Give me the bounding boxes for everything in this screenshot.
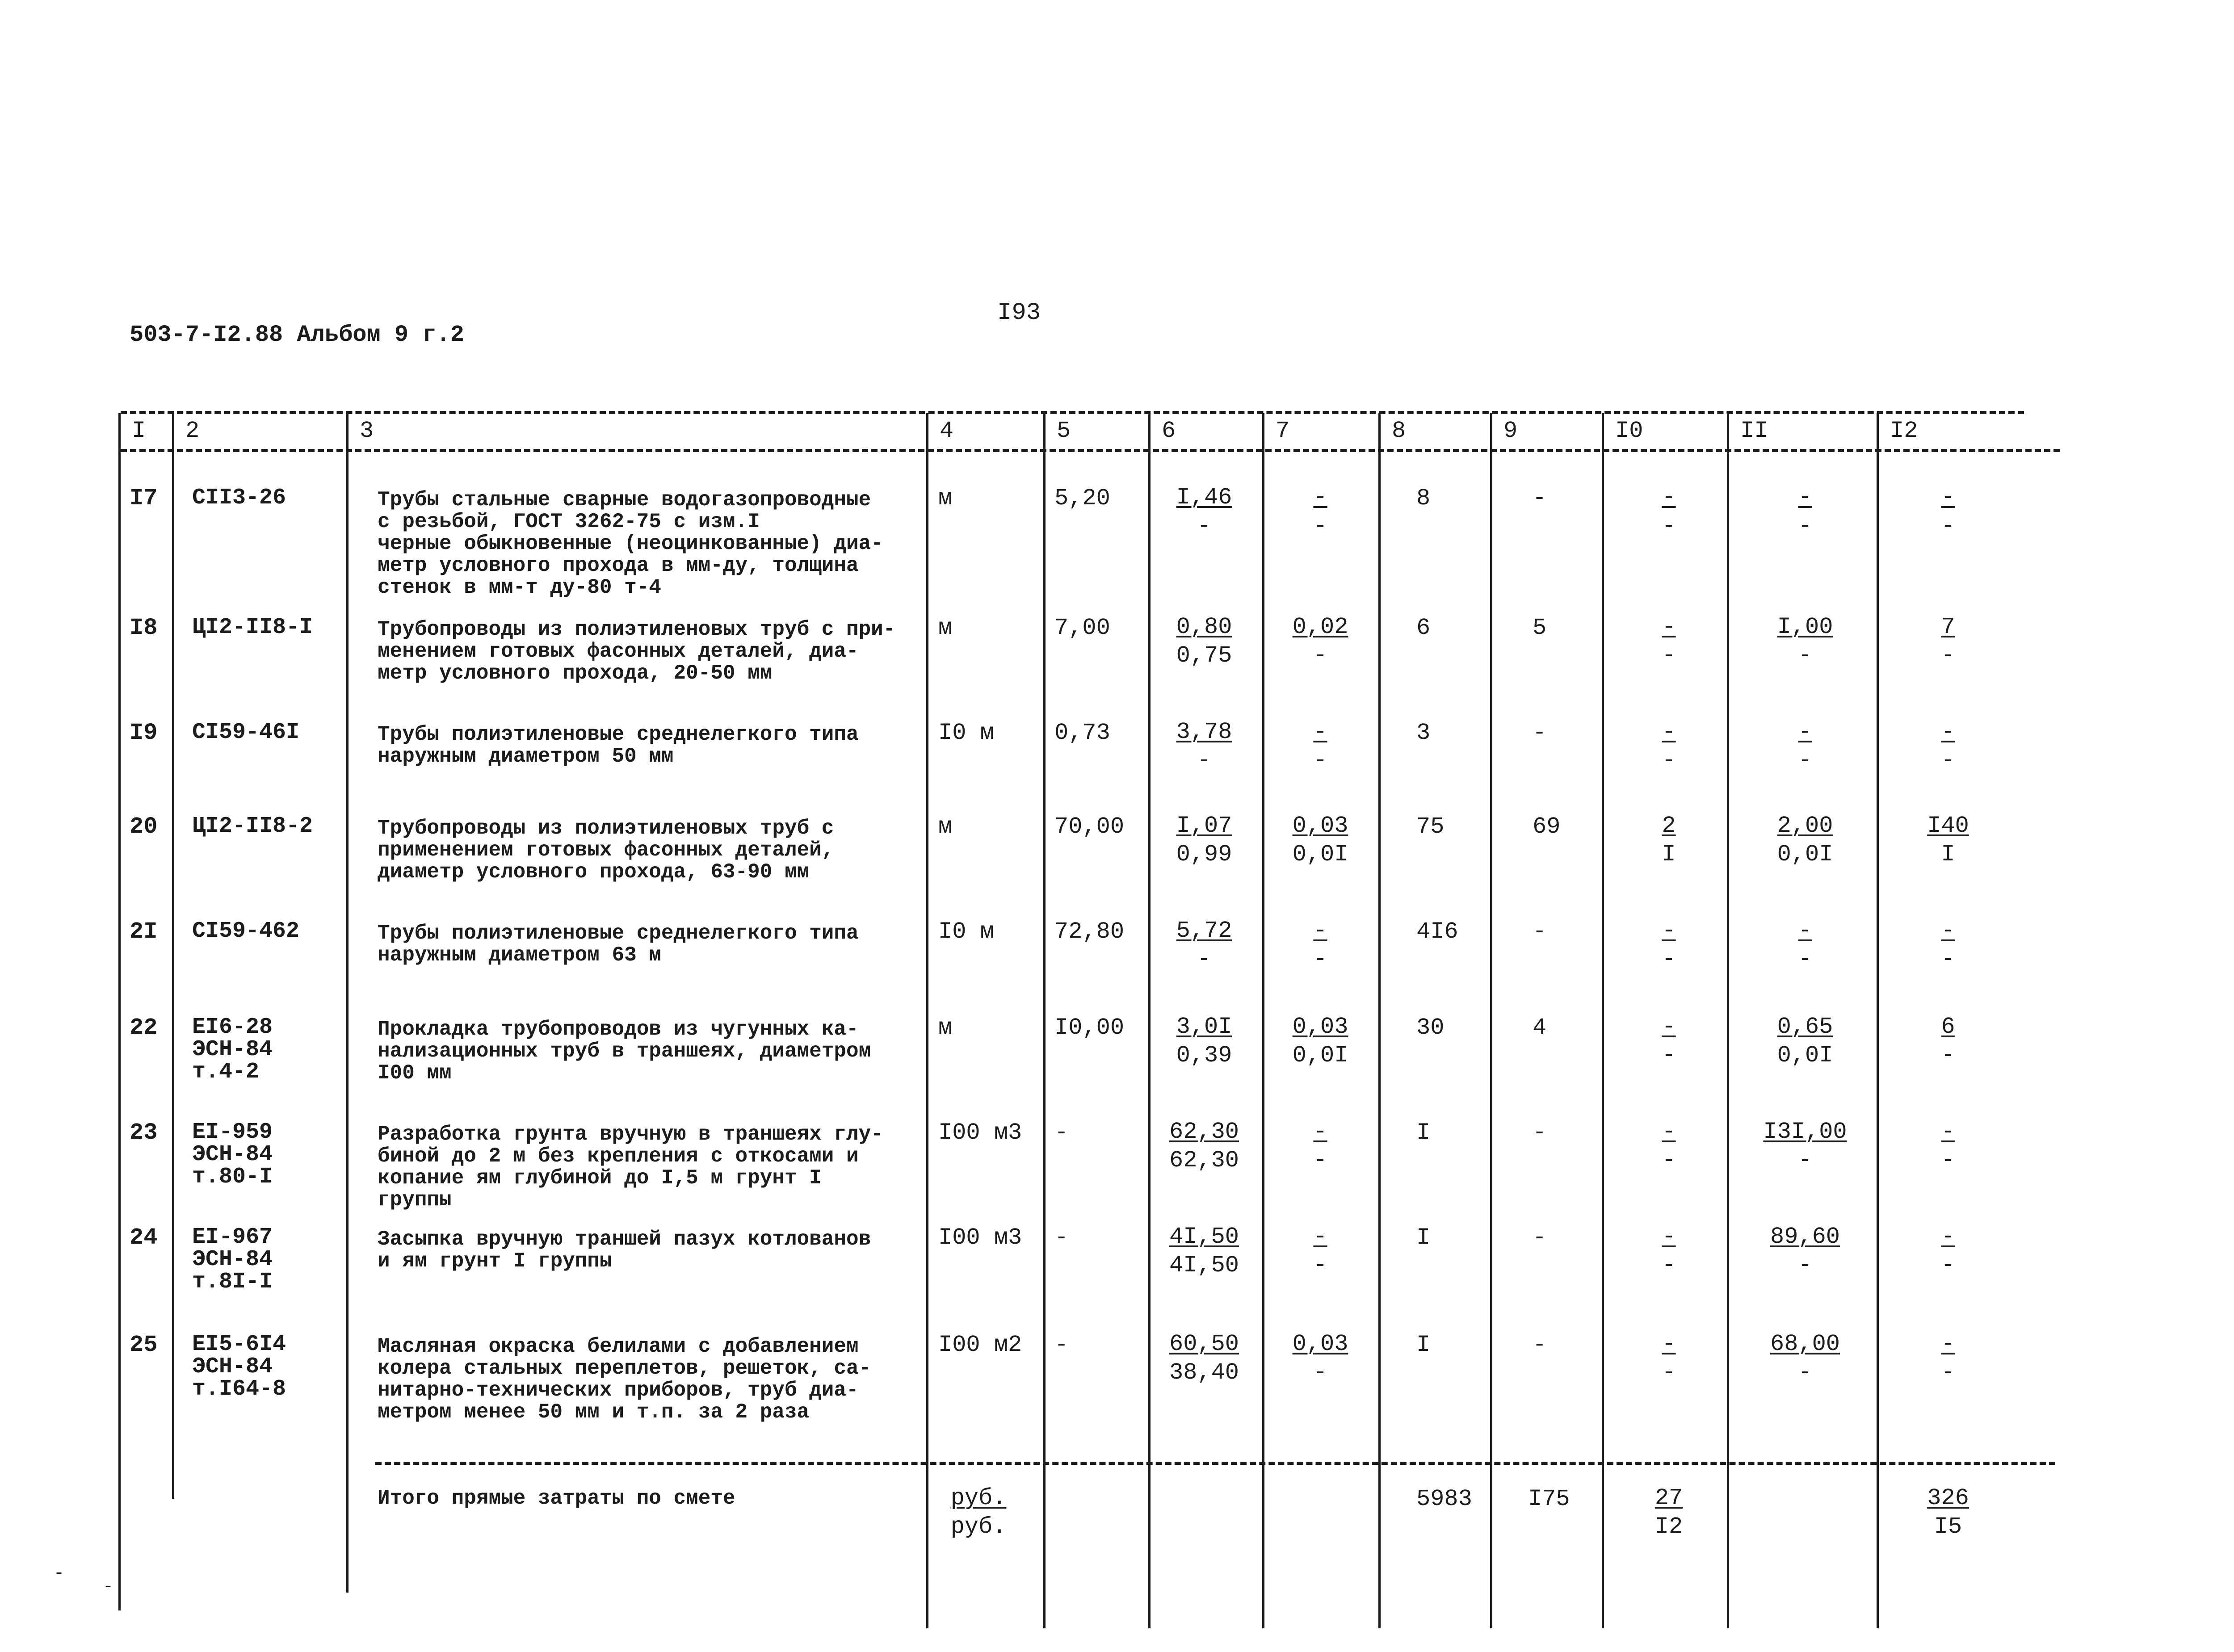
col11-value-bottom: -: [1798, 1359, 1812, 1386]
col6-value: [1151, 483, 1258, 541]
row-number: 20: [130, 813, 158, 840]
col11-value: [1734, 812, 1877, 869]
estimate-code: EI5-6I4 ЭСН-84 т.I64-8: [192, 1332, 286, 1402]
vline-col10: [1602, 413, 1604, 1628]
col6-value-top: I,07: [1176, 813, 1232, 839]
total-col9: I75: [1528, 1486, 1570, 1512]
col9-value: -: [1533, 720, 1547, 746]
estimate-code: ЦI2-II8-I: [192, 615, 313, 640]
column-header-5: 5: [1057, 418, 1071, 444]
col12-value-top: -: [1941, 1331, 1955, 1357]
col10-value-bottom: -: [1662, 642, 1676, 669]
quantity: I0,00: [1054, 1015, 1125, 1041]
col11-value-top: 2,00: [1777, 813, 1833, 839]
total-col10: [1608, 1484, 1729, 1541]
col10-value-bottom: -: [1662, 747, 1676, 774]
column-header-4: 4: [940, 418, 954, 444]
col7-value: [1264, 483, 1376, 541]
total-col10-top: 27: [1655, 1485, 1683, 1511]
col9-value: -: [1533, 1120, 1547, 1146]
quantity: -: [1054, 1120, 1069, 1146]
row-number: I9: [130, 720, 158, 746]
row-number: 22: [130, 1015, 158, 1041]
col12-value-top: -: [1941, 1119, 1955, 1145]
col9-value: -: [1533, 485, 1547, 512]
col10-value: [1608, 812, 1729, 869]
total-col12-top: 326: [1927, 1485, 1969, 1511]
column-header-1: I: [132, 418, 146, 444]
col7-value: [1264, 718, 1376, 775]
col11-value-bottom: 0,0I: [1777, 1042, 1833, 1069]
col6-value-top: I,46: [1176, 484, 1232, 511]
col12-value: [1881, 812, 2015, 869]
col6-value-top: 4I,50: [1169, 1224, 1239, 1250]
work-description: Трубы стальные сварные водогазопроводные с резьбой, ГОСТ 3262-75 с изм.I черные обыкновенные (неоцинкованные) диа- метр условного прохода в мм-ду, толщина стенок в мм-т ду-80 т-4: [378, 488, 883, 599]
col8-value: 75: [1416, 813, 1445, 840]
vline-col4: [926, 413, 928, 1628]
col10-value-top: -: [1662, 484, 1676, 511]
col12-value: [1881, 1118, 2015, 1175]
col9-value: 69: [1533, 813, 1561, 840]
col10-value-top: -: [1662, 1224, 1676, 1250]
work-description: Трубопроводы из полиэтиленовых труб с при- менением готовых фасонных деталей, диа- метр условного прохода, 20-50 мм: [378, 618, 896, 685]
col11-value-top: -: [1798, 719, 1812, 745]
col10-value: [1608, 483, 1729, 541]
total-col12-bottom: I5: [1934, 1514, 1962, 1540]
total-label: Итого прямые затраты по смете: [378, 1487, 735, 1510]
col7-value: [1264, 1118, 1376, 1175]
col6-value: [1151, 1118, 1258, 1175]
row-number: I8: [130, 615, 158, 641]
col9-value: -: [1533, 1332, 1547, 1358]
work-description: Трубопроводы из полиэтиленовых труб с применением готовых фасонных деталей, диаметр условного прохода, 63-90 мм: [378, 817, 834, 884]
col11-value-top: -: [1798, 484, 1812, 511]
col7-value: [1264, 1223, 1376, 1280]
col12-value-bottom: -: [1941, 1147, 1955, 1174]
col7-value: [1264, 1013, 1376, 1070]
col7-value-top: 0,03: [1292, 1331, 1348, 1357]
col10-value-top: -: [1662, 719, 1676, 745]
col12-value: [1881, 483, 2015, 541]
col12-value-bottom: -: [1941, 513, 1955, 539]
col7-value-bottom: 0,0I: [1292, 1042, 1348, 1069]
quantity: 5,20: [1054, 485, 1110, 512]
col6-value-bottom: 0,39: [1176, 1042, 1232, 1069]
col7-value-top: -: [1313, 484, 1327, 511]
quantity: 0,73: [1054, 720, 1110, 746]
col11-value-top: 0,65: [1777, 1014, 1833, 1040]
col11-value: [1734, 613, 1877, 670]
col12-value-bottom: -: [1941, 1359, 1955, 1386]
col12-value: [1881, 1013, 2015, 1070]
col7-value-top: -: [1313, 1224, 1327, 1250]
col7-value-bottom: -: [1313, 513, 1327, 539]
col9-value: 5: [1533, 615, 1547, 641]
col7-value-top: -: [1313, 719, 1327, 745]
col7-value-bottom: -: [1313, 747, 1327, 774]
col7-value: [1264, 917, 1376, 974]
col12-value-top: -: [1941, 918, 1955, 944]
col12-value-bottom: -: [1941, 747, 1955, 774]
col8-value: 3: [1416, 720, 1431, 746]
col11-value: [1734, 1223, 1877, 1280]
margin-mark-2: -: [103, 1577, 114, 1597]
column-header-7: 7: [1276, 418, 1290, 444]
col12-value-bottom: -: [1941, 642, 1955, 669]
col6-value-top: 5,72: [1176, 918, 1232, 944]
work-description: Масляная окраска белилами с добавлением колера стальных переплетов, решеток, са- нитарно-технических приборов, труб диа- метром менее 50 мм и т.п. за 2 раза: [378, 1335, 871, 1424]
col6-value: [1151, 917, 1258, 974]
total-col8: 5983: [1416, 1486, 1472, 1512]
column-header-11: II: [1740, 418, 1768, 444]
col7-value: [1264, 812, 1376, 869]
col8-value: I: [1416, 1224, 1431, 1251]
estimate-code: ЦI2-II8-2: [192, 813, 313, 839]
work-description: Трубы полиэтиленовые среднелегкого типа наружным диаметром 63 м: [378, 922, 859, 967]
col11-value-top: I,00: [1777, 614, 1833, 640]
col7-value-top: -: [1313, 918, 1327, 944]
col7-value-top: 0,03: [1292, 813, 1348, 839]
col11-value-bottom: -: [1798, 1147, 1812, 1174]
col11-value-bottom: -: [1798, 1252, 1812, 1279]
vline-col12: [1877, 413, 1879, 1628]
col6-value-bottom: -: [1197, 747, 1211, 774]
estimate-code: CII3-26: [192, 485, 286, 511]
work-description: Прокладка трубопроводов из чугунных ка- нализационных труб в траншеях, диаметром I00 мм: [378, 1018, 871, 1085]
total-col10-bottom: I2: [1655, 1514, 1683, 1540]
col10-value-bottom: -: [1662, 513, 1676, 539]
col11-value-bottom: -: [1798, 513, 1812, 539]
col11-value: [1734, 1330, 1877, 1387]
column-header-10: I0: [1615, 418, 1643, 444]
col9-value: -: [1533, 1224, 1547, 1251]
col12-value-top: 7: [1941, 614, 1955, 640]
col11-value-bottom: -: [1798, 747, 1812, 774]
row-number: I7: [130, 485, 158, 512]
unit: м: [938, 813, 953, 840]
col11-value-top: 89,60: [1770, 1224, 1840, 1250]
col12-value-top: -: [1941, 719, 1955, 745]
col10-value-top: -: [1662, 1014, 1676, 1040]
column-header-6: 6: [1162, 418, 1176, 444]
col6-value: [1151, 718, 1258, 775]
col11-value: [1734, 1013, 1877, 1070]
quantity: 7,00: [1054, 615, 1110, 641]
col6-value: [1151, 613, 1258, 670]
col8-value: 4I6: [1416, 918, 1458, 945]
col12-value-top: -: [1941, 1224, 1955, 1250]
quantity: 72,80: [1054, 918, 1125, 945]
col10-value-bottom: -: [1662, 1252, 1676, 1279]
unit: I00 м3: [938, 1120, 1022, 1146]
work-description: Разработка грунта вручную в траншеях глу- биной до 2 м без крепления с откосами и копание ям глубиной до I,5 м грунт I группы: [378, 1123, 883, 1212]
vline-col5: [1043, 413, 1046, 1628]
col7-value-top: -: [1313, 1119, 1327, 1145]
column-header-3: 3: [360, 418, 374, 444]
total-unit-top: руб.: [950, 1485, 1007, 1511]
col12-value: [1881, 613, 2015, 670]
col12-value-top: I40: [1927, 813, 1969, 839]
quantity: -: [1054, 1332, 1069, 1358]
col10-value-bottom: -: [1662, 1147, 1676, 1174]
col10-value-bottom: -: [1662, 1359, 1676, 1386]
col11-value-bottom: 0,0I: [1777, 841, 1833, 868]
col6-value-top: 3,0I: [1176, 1014, 1232, 1040]
col10-value-bottom: -: [1662, 1042, 1676, 1069]
col10-value-bottom: -: [1662, 946, 1676, 973]
col10-value: [1608, 718, 1729, 775]
col12-value: [1881, 1223, 2015, 1280]
column-header-12: I2: [1890, 418, 1918, 444]
col12-value-bottom: -: [1941, 946, 1955, 973]
unit: м: [938, 485, 953, 512]
col6-value: [1151, 1223, 1258, 1280]
col12-value-bottom: -: [1941, 1252, 1955, 1279]
col12-value-top: 6: [1941, 1014, 1955, 1040]
col6-value-bottom: -: [1197, 946, 1211, 973]
col7-value-bottom: -: [1313, 1252, 1327, 1279]
col7-value: [1264, 613, 1376, 670]
page-number: I93: [997, 299, 1041, 327]
work-description: Трубы полиэтиленовые среднелегкого типа наружным диаметром 50 мм: [378, 723, 859, 768]
col10-value-top: -: [1662, 918, 1676, 944]
col12-value: [1881, 917, 2015, 974]
total-unit-bottom: руб.: [950, 1514, 1007, 1540]
col10-value-top: -: [1662, 614, 1676, 640]
estimate-code: CI59-462: [192, 918, 300, 944]
col12-value: [1881, 1330, 2015, 1387]
col11-value: [1734, 483, 1877, 541]
col8-value: I: [1416, 1332, 1431, 1358]
rule-under-header: [121, 449, 2060, 452]
col11-value: [1734, 718, 1877, 775]
col11-value-top: I3I,00: [1763, 1119, 1847, 1145]
unit: I00 м2: [938, 1332, 1022, 1358]
margin-mark-1: -: [54, 1564, 65, 1584]
column-header-2: 2: [185, 418, 200, 444]
col11-value-top: -: [1798, 918, 1812, 944]
col11-value-bottom: -: [1798, 642, 1812, 669]
col10-value: [1608, 613, 1729, 670]
col6-value-top: 3,78: [1176, 719, 1232, 745]
col10-value: [1608, 1118, 1729, 1175]
col11-value-bottom: -: [1798, 946, 1812, 973]
col6-value-top: 0,80: [1176, 614, 1232, 640]
total-unit: [934, 1484, 1023, 1541]
col6-value-bottom: 62,30: [1169, 1147, 1239, 1174]
col12-value: [1881, 718, 2015, 775]
column-header-8: 8: [1392, 418, 1406, 444]
rule-before-total: [375, 1462, 2055, 1465]
col8-value: 8: [1416, 485, 1431, 512]
row-number: 23: [130, 1120, 158, 1146]
col6-value: [1151, 1013, 1258, 1070]
col6-value-bottom: 0,75: [1176, 642, 1232, 669]
estimate-code: EI-959 ЭСН-84 т.80-I: [192, 1120, 273, 1190]
col7-value-bottom: -: [1313, 1147, 1327, 1174]
column-header-9: 9: [1503, 418, 1518, 444]
total-col12: [1881, 1484, 2015, 1541]
col10-value-top: -: [1662, 1331, 1676, 1357]
col10-value: [1608, 1223, 1729, 1280]
estimate-code: CI59-46I: [192, 720, 300, 745]
col10-value-bottom: I: [1662, 841, 1676, 868]
col7-value-top: 0,03: [1292, 1014, 1348, 1040]
col12-value-bottom: I: [1941, 841, 1955, 868]
col11-value: [1734, 917, 1877, 974]
vline-col8: [1378, 413, 1381, 1628]
unit: м: [938, 615, 953, 641]
vline-col3: [346, 413, 349, 1593]
col9-value: -: [1533, 918, 1547, 945]
col6-value-top: 62,30: [1169, 1119, 1239, 1145]
col6-value: [1151, 1330, 1258, 1387]
quantity: -: [1054, 1224, 1069, 1251]
document-code: 503-7-I2.88 Альбом 9 г.2: [130, 322, 464, 348]
col6-value-bottom: -: [1197, 513, 1211, 539]
col7-value-bottom: -: [1313, 1359, 1327, 1386]
unit: I00 м3: [938, 1224, 1022, 1251]
col11-value-top: 68,00: [1770, 1331, 1840, 1357]
col6-value-bottom: 0,99: [1176, 841, 1232, 868]
rule-top: [121, 411, 2024, 414]
unit: I0 м: [938, 918, 994, 945]
row-number: 24: [130, 1224, 158, 1251]
col8-value: 6: [1416, 615, 1431, 641]
col6-value: [1151, 812, 1258, 869]
col7-value-bottom: 0,0I: [1292, 841, 1348, 868]
col11-value: [1734, 1118, 1877, 1175]
col6-value-bottom: 4I,50: [1169, 1252, 1239, 1279]
vline-col2: [172, 413, 174, 1499]
col7-value-bottom: -: [1313, 642, 1327, 669]
col7-value: [1264, 1330, 1376, 1387]
vline-col9: [1490, 413, 1492, 1628]
col10-value: [1608, 1013, 1729, 1070]
col9-value: 4: [1533, 1015, 1547, 1041]
unit: м: [938, 1015, 953, 1041]
row-number: 2I: [130, 918, 158, 945]
col10-value: [1608, 1330, 1729, 1387]
row-number: 25: [130, 1332, 158, 1358]
col12-value-bottom: -: [1941, 1042, 1955, 1069]
col10-value-top: -: [1662, 1119, 1676, 1145]
quantity: 70,00: [1054, 813, 1125, 840]
estimate-code: EI-967 ЭСН-84 т.8I-I: [192, 1224, 273, 1295]
estimate-code: EI6-28 ЭСН-84 т.4-2: [192, 1015, 273, 1085]
unit: I0 м: [938, 720, 994, 746]
col7-value-bottom: -: [1313, 946, 1327, 973]
col6-value-bottom: 38,40: [1169, 1359, 1239, 1386]
col8-value: I: [1416, 1120, 1431, 1146]
col8-value: 30: [1416, 1015, 1445, 1041]
col10-value-top: 2: [1662, 813, 1676, 839]
col6-value-top: 60,50: [1169, 1331, 1239, 1357]
col7-value-top: 0,02: [1292, 614, 1348, 640]
col12-value-top: -: [1941, 484, 1955, 511]
col10-value: [1608, 917, 1729, 974]
vline-left: [118, 413, 121, 1610]
work-description: Засыпка вручную траншей пазух котлованов и ям грунт I группы: [378, 1228, 871, 1273]
